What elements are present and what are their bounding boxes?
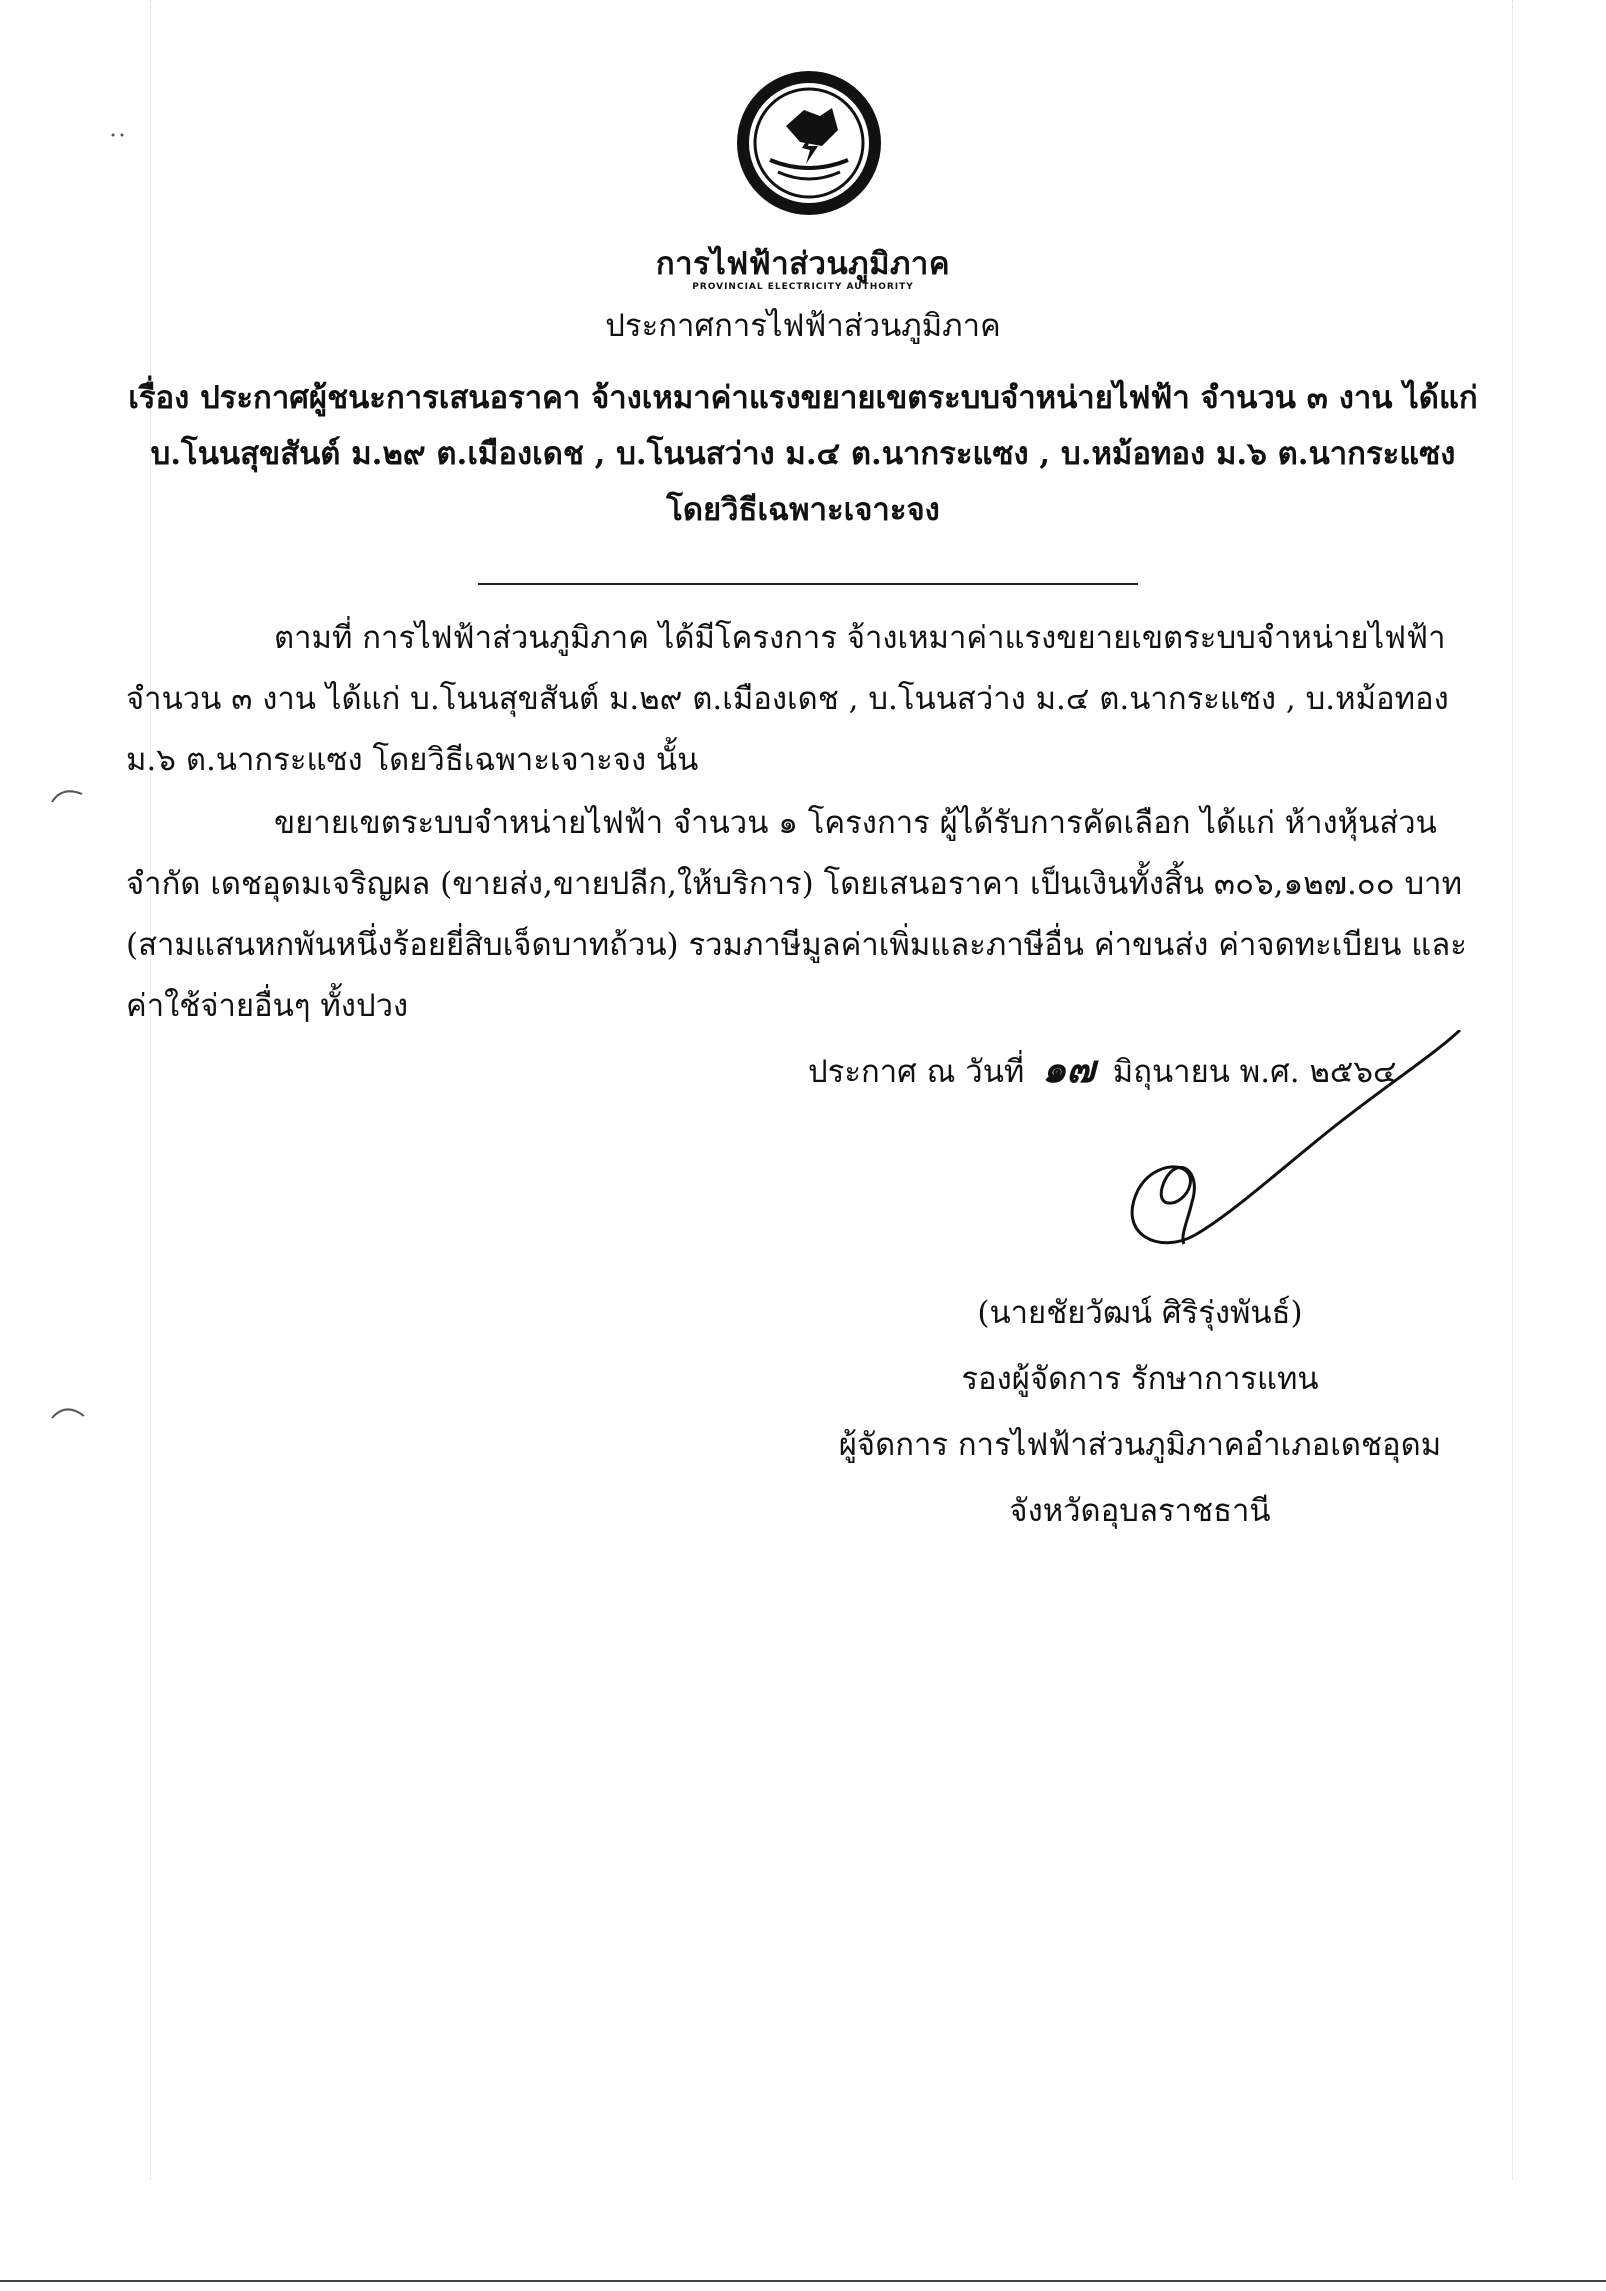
signatory-acting: รองผู้จัดการ รักษาการแทน bbox=[961, 1361, 1319, 1397]
signatory-block bbox=[820, 1280, 1460, 1544]
signatory-name: (นายชัยวัฒน์ ศิริรุ่งพันธ์) bbox=[977, 1295, 1303, 1331]
org-name-thai: การไฟฟ้าส่วนภูมิภาค bbox=[655, 246, 951, 282]
date-month-year: มิถุนายน พ.ศ. ๒๕๖๔ bbox=[1112, 1054, 1397, 1090]
scan-mark-icon bbox=[110, 130, 130, 140]
handwritten-signature-icon bbox=[1080, 1030, 1480, 1280]
page-bottom-rule bbox=[0, 2280, 1606, 2282]
scan-mark-icon bbox=[48, 780, 88, 810]
subject-heading: เรื่อง ประกาศผู้ชนะการเสนอราคา จ้างเหมาค่าแรงขยายเขตระบบจำหน่ายไฟฟ้า จำนวน ๓ งาน ได้แก่ บ.โนนสุขสันต์ ม.๒๙ ต.เมืองเดช , บ.โนนสว่าง ม.๔ ต.นากระแซง , บ.หม้อทอง ม.๖ ต.นากระแซง โดยวิธีเฉพาะเจาะจง bbox=[128, 380, 1478, 528]
signatory-position: ผู้จัดการ การไฟฟ้าส่วนภูมิภาคอำเภอเดชอุดม bbox=[838, 1427, 1442, 1463]
date-prefix: ประกาศ ณ วันที่ bbox=[808, 1054, 1025, 1090]
org-name-english: PROVINCIAL ELECTRICITY AUTHORITY bbox=[692, 282, 914, 292]
scan-mark-icon bbox=[48, 1400, 88, 1430]
title-divider bbox=[478, 583, 1138, 585]
signatory-province: จังหวัดอุบลราชธานี bbox=[1009, 1493, 1271, 1529]
body-paragraph-1: ตามที่ การไฟฟ้าส่วนภูมิภาค ได้มีโครงการ จ้างเหมาค่าแรงขยายเขตระบบจำหน่ายไฟฟ้า จำนวน ๓ งาน ได้แก่ บ.โนนสุขสันต์ ม.๒๙ ต.เมืองเดช , บ.โนนสว่าง ม.๔ ต.นากระแซง , บ.หม้อทอง ม.๖ ต.นากระแซง โดยวิธีเฉพาะเจาะจง นั้น bbox=[126, 620, 1449, 778]
pea-logo-icon bbox=[734, 68, 884, 218]
date-day-handwritten: ๑๗ bbox=[1042, 1047, 1095, 1091]
body-paragraph-2: ขยายเขตระบบจำหน่ายไฟฟ้า จำนวน ๑ โครงการ ผู้ได้รับการคัดเลือก ได้แก่ ห้างหุ้นส่วนจำกัด เดชอุดมเจริญผล (ขายส่ง,ขายปลีก,ให้บริการ) โดยเสนอราคา เป็นเงินทั้งสิ้น ๓๐๖,๑๒๗.๐๐ บาท (สามแสนหกพันหนึ่งร้อยยี่สิบเจ็ดบาทถ้วน) รวมภาษีมูลค่าเพิ่มและภาษีอื่น ค่าขนส่ง ค่าจดทะเบียน และค่าใช้จ่ายอื่นๆ ทั้งปวง bbox=[126, 805, 1467, 1024]
announcement-title: ประกาศการไฟฟ้าส่วนภูมิภาค bbox=[605, 308, 1001, 344]
